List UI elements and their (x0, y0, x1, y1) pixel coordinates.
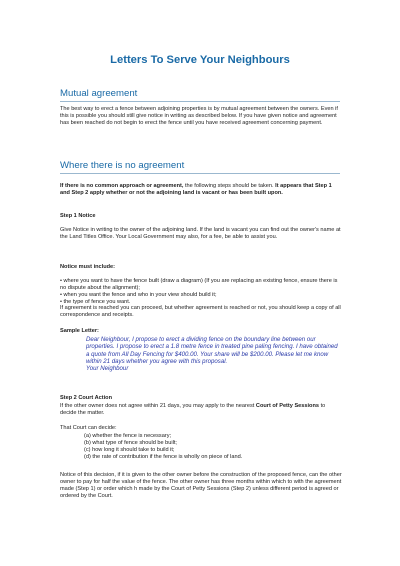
list-item: • when you want the fence and who in your view should build it; (60, 291, 217, 298)
step2-body-a: If the other owner does not agree within 21 days, you may apply to the nearest (60, 403, 256, 409)
step2-heading: Step 2 Court Action (60, 395, 113, 401)
section-divider (60, 173, 340, 174)
notice-after: If agreement is reached you can proceed, but whether agreement is reached or not, you should keep a copy of all correspondence and receipts. (60, 305, 341, 318)
sample-letter (86, 336, 341, 372)
section-heading-mutual-agreement: Mutual agreement (60, 88, 138, 99)
notice-heading: Notice must include: (60, 264, 116, 270)
no-agreement-intro (60, 183, 343, 197)
court-decision-list (84, 433, 242, 461)
page-title: Letters To Serve Your Neighbours (110, 54, 290, 66)
list-item: (c) how long it should take to build it; (84, 446, 175, 453)
step1-heading: Step 1 Notice (60, 213, 96, 219)
court-name: Court of Petty Sessions (255, 403, 320, 409)
step2-body (60, 403, 343, 417)
list-item: (d) the rate of contribution if the fence is wholly on piece of land. (84, 453, 243, 460)
list-item: • the type of fence you want. (60, 298, 131, 305)
mutual-agreement-body: The best way to erect a fence between adjoining properties is by mutual agreement between the owners. Even if this is possible you should still give notice in writing as described below. If you have given notice and agreement has been reached do not begin to erect the fence until you have received agreement concerning payment. (60, 106, 338, 126)
intro-bold: If there is no common approach or agreement, (60, 183, 184, 189)
court-intro: That Court can decide: (60, 425, 117, 431)
list-item: • where you want to have the fence built (draw a diagram) (If you are replacing an existing fence, ensure there is no dispute about the alignment); (60, 278, 338, 291)
step2-body-b: to decide the matter. (60, 403, 326, 416)
list-item: (a) whether the fence is necessary; (84, 433, 172, 439)
intro-rest: the following steps should be taken. (183, 183, 274, 189)
step1-body: Give Notice in writing to the owner of the adjoining land. If the land is vacant you can find out the owner's name at the Land Titles Office. Your Local Government may also, for a fee, be able to assist you. (60, 227, 341, 240)
sample-letter-body: Dear Neighbour, I propose to erect a dividing fence on the boundary line between our properties. I propose to erect a 1.8 metre fence in treated pine paling fencing. I have obtained a quote from All Day Fencing for $400.00. Your share will be $200.00. Please let me know within 21 days whether you agree with this proposal. (86, 336, 338, 365)
list-item: (b) what type of fence should be built; (84, 439, 177, 446)
section-divider (60, 101, 340, 102)
sample-letter-heading: Sample Letter: (60, 328, 99, 334)
closing-paragraph: Notice of this decision, if it is given to the other owner before the construction of the proposed fence, can the other owner to pay for half the value of the fence. The other owner has three months within which to with the agreement made (Step 1) or order which h made by the Court of Petty Sessions (Step 2) unless different period is agreed or ordered by the Court. (60, 472, 342, 499)
notice-list (60, 278, 343, 306)
section-heading-no-agreement: Where there is no agreement (60, 160, 185, 171)
intro-bold-2: It appears that Step 1 and Step 2 apply whether or not the adjoining land is vacant or has been built upon. (60, 183, 332, 196)
sample-letter-signature: Your Neighbour (86, 365, 129, 373)
